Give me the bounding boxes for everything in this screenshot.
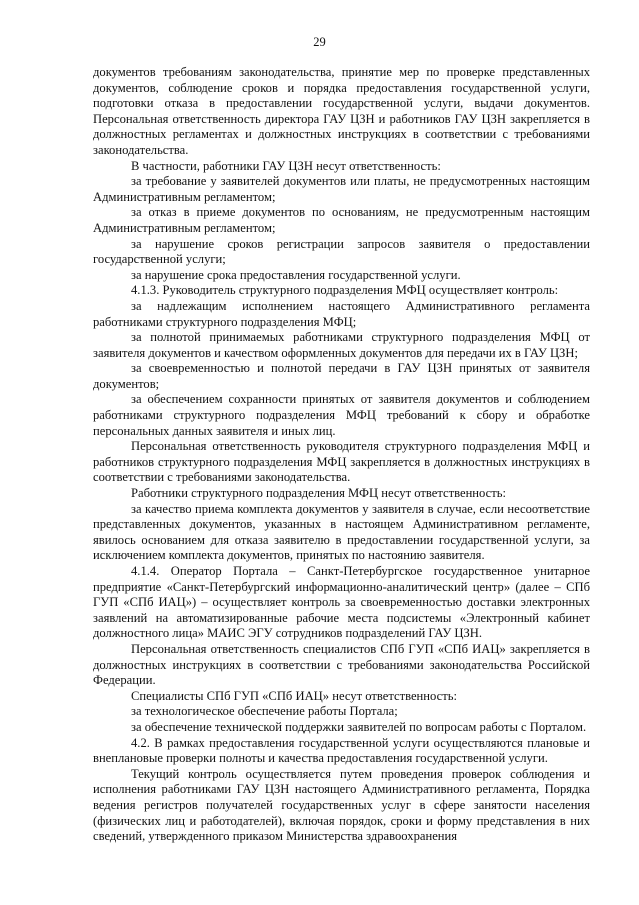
paragraph: Работники структурного подразделения МФЦ несут ответственность:	[131, 486, 506, 501]
paragraph: Персональная ответственность руководителя структурного подразделения МФЦ и работников структурного подразделения МФЦ закрепляется в должностных инструкциях в соответствии с требованиями законодательства.	[93, 439, 590, 485]
paragraph: за нарушение сроков регистрации запросов заявителя о предоставлении государственной услуги;	[93, 236, 590, 267]
paragraph: за полнотой принимаемых работниками структурного подразделения МФЦ от заявителя документов и качеством оформленных документов для передачи их в ГАУ ЦЗН;	[93, 330, 590, 360]
paragraph: за требование у заявителей документов или платы, не предусмотренных настоящим Административным регламентом;	[93, 174, 590, 204]
page-number: 29	[313, 35, 326, 49]
paragraph: за качество приема комплекта документов у заявителя в случае, если несоответствие представленных документов, указанных в настоящем Административном регламенте, явилось основанием для отказа заявителю в предоставлении государственной услуги, за исключением комплекта документов, принятых по настоянию заявителя.	[93, 501, 590, 563]
paragraph: 4.1.4. Оператор Портала – Санкт-Петербургское государственное унитарное предприятие «Санкт-Петербургский информационно-аналитический центр» (далее – СПб ГУП «СПб ИАЦ») – осуществляет контроль за своевременностью доставки электронных заявлений на автоматизированные рабочие места подсистемы «Электронный кабинет должностного лица» МАИС ЭГУ сотрудников подразделений ГАУ ЦЗН.	[93, 564, 590, 641]
paragraph: Специалисты СПб ГУП «СПб ИАЦ» несут ответственность:	[131, 688, 457, 703]
paragraph: 4.1.3. Руководитель структурного подразделения МФЦ осуществляет контроль:	[131, 283, 559, 298]
paragraph: 4.2. В рамках предоставления государственной услуги осуществляются плановые и внеплановые проверки полноты и качества предоставления государственной услуги.	[93, 735, 590, 766]
paragraph: Персональная ответственность специалистов СПб ГУП «СПб ИАЦ» закрепляется в должностных инструкциях в соответствии с требованиями законодательства Российской Федерации.	[93, 641, 590, 688]
paragraph: В частности, работники ГАУ ЦЗН несут ответственность:	[131, 158, 441, 173]
paragraph: за нарушение срока предоставления государственной услуги.	[131, 267, 461, 282]
paragraph: документов требованиям законодательства, принятие мер по проверке представленных документов, соблюдение сроков и порядка предоставления государственной услуги, подготовки отказа в предоставлении государственной услуги, выдачи документов. Персональная ответственность директора ГАУ ЦЗН и работников ГАУ ЦЗН закрепляется в должностных регламентах и должностных инструкциях в соответствии с требованиями законодательства.	[93, 65, 590, 157]
paragraph: за своевременностью и полнотой передачи в ГАУ ЦЗН принятых от заявителя документов;	[93, 361, 590, 391]
paragraph: за отказ в приеме документов по основаниям, не предусмотренным настоящим Административным регламентом;	[93, 205, 590, 235]
paragraph: Текущий контроль осуществляется путем проведения проверок соблюдения и исполнения работниками ГАУ ЦЗН настоящего Административного регламента, Порядка ведения регистров получателей государственных услуг в сфере занятости населения (физических лиц и работодателей), включая порядок, сроки и форму представления в них сведений, утвержденного приказом Министерства здравоохранения	[93, 766, 590, 844]
paragraph: за обеспечение технической поддержки заявителей по вопросам работы с Порталом.	[131, 719, 587, 734]
document-body	[93, 65, 590, 845]
paragraph: за обеспечением сохранности принятых от заявителя документов и соблюдением работниками структурного подразделения МФЦ требований к сбору и обработке персональных данных заявителя и иных лиц.	[93, 392, 590, 438]
paragraph: за технологическое обеспечение работы Портала;	[131, 704, 398, 719]
paragraph: за надлежащим исполнением настоящего Административного регламента работниками структурного подразделения МФЦ;	[93, 298, 590, 329]
